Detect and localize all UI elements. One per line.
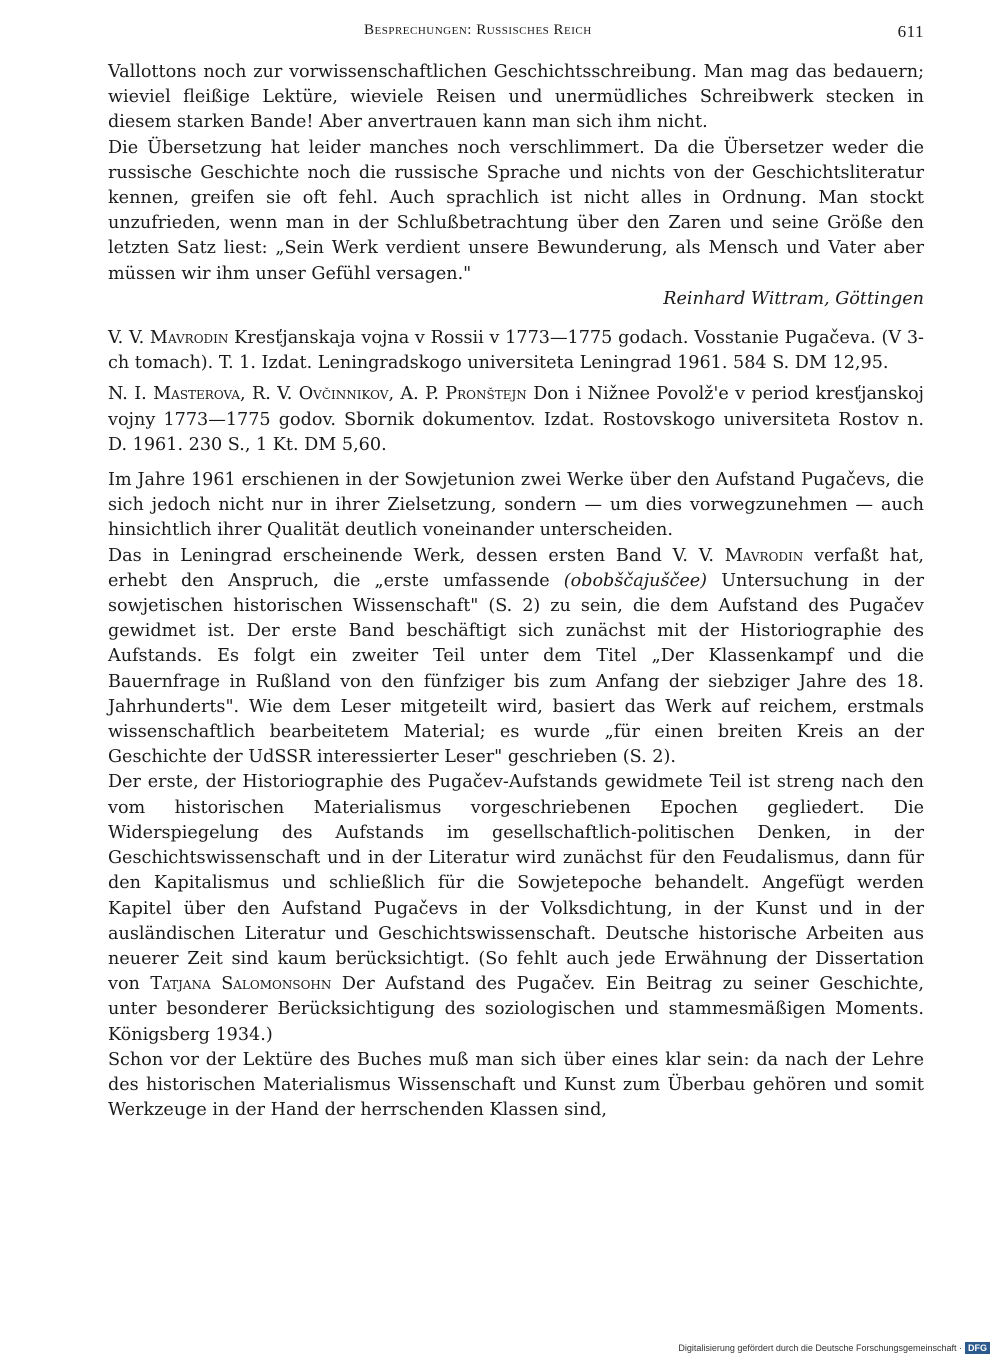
running-header — [108, 22, 924, 46]
book1-citation — [108, 326, 924, 376]
review2-p2-text-c: Untersuchung in der sowjetischen historischen Wissenschaft" (S. 2) zu sein, die dem Aufstand des Pugačev gewidmet ist. Der erste Band beschäftigt sich zunächst mit der Historiographie des Aufstands. Es folgt ein zweiter Teil unter dem Titel „Der Klassenkampf und die Bauernfrage in Rußland von den fünfziger bis zum Anfang der siebziger Jahre des 18. Jahrhunderts". Wie dem Leser mitgeteilt wird, basiert das Werk auf reichem, erstmals wissenschaftlich bearbeitetem Material; es wurde „für einen breiten Kreis an der Geschichte der UdSSR interessierter Leser" geschrieben (S. 2). — [108, 570, 925, 768]
review2-p2-text-b: verfaßt hat, erhebt den Anspruch, die „erste umfassende — [108, 545, 924, 591]
book2-authors: N. I. Masterova, R. V. Ovčinnikov, A. P. Pronštejn — [108, 384, 527, 405]
review2-p2-italic-term: (obobščajuščee) — [563, 570, 708, 591]
page-number: 611 — [897, 22, 924, 41]
book1-author: V. V. Mavrodin — [108, 328, 229, 349]
review2-p3-text-a: Der erste, der Historiographie des Pugačev-Aufstands gewidmete Teil ist streng nach den vom historischen Materialismus vorgeschriebenen Epochen gegliedert. Die Widerspiegelung des Aufstands im gesellschaftlich-politischen Denken, in der Geschichtswissenschaft und in der Literatur wird zunächst für den Feudalismus, dann für den Kapitalismus und schließlich für die Sowjetepoche behandelt. Angefügt werden Kapitel über den Aufstand Pugačevs in der Volksdichtung, in der Kunst und in der ausländischen Literatur und Geschichtswissenschaft. Deutsche historische Arbeiten aus neuerer Zeit sind kaum berücksichtigt. (So fehlt auch jede Erwähnung der Dissertation von — [108, 772, 924, 995]
review2-p3-text-b: Der Aufstand des Pugačev. Ein Beitrag zu seiner Geschichte, unter besonderer Berücksichtigung des soziologischen und stammesmäßigen Moments. Königsberg 1934.) — [108, 974, 924, 1045]
review2-paragraph-1: Im Jahre 1961 erschienen in der Sowjetunion zwei Werke über den Aufstand Pugačevs, die sich jedoch nicht nur in ihrer Zielsetzung, sondern — um dies vorwegzunehmen — auch hinsichtlich ihrer Qualität deutlich voneinander unterscheiden. — [108, 470, 924, 541]
review2-p3-author-name: Tatjana Salomonsohn — [150, 974, 332, 995]
dfg-logo: DFG — [965, 1342, 990, 1354]
footer-credit: Digitalisierung gefördert durch die Deutsche Forschungsgemeinschaft · — [678, 1343, 962, 1353]
book2-details: Don i Nižnee Povolž'e v period kresťjanskoj vojny 1773—1775 godov. Sbornik dokumentov. Izdat. Rostovskogo universiteta Rostov n. D. 1961. 230 S., 1 Kt. DM 5,60. — [108, 384, 925, 455]
book1-details: Kresťjanskaja vojna v Rossii v 1773—1775 godach. Vosstanie Pugačeva. (V 3-ch tomach). T. 1. Izdat. Leningradskogo universiteta Leningrad 1961. 584 S. DM 12,95. — [108, 328, 924, 374]
running-title: Besprechungen: Russisches Reich — [364, 22, 592, 38]
review1-paragraph-2: Die Übersetzung hat leider manches noch verschlimmert. Da die Übersetzer weder die russische Geschichte noch die russische Sprache und nichts von der Geschichtsliteratur kennen, greifen sie oft fehl. Auch sprachlich ist nicht alles in Ordnung. Man stockt unzufrieden, wenn man in der Schlußbetrachtung über den Zaren und seine Größe den letzten Satz liest: „Sein Werk verdient unsere Bewunderung, als Mensch und Vater aber müssen wir ihm unser Gefühl versagen." — [108, 137, 924, 284]
review2-paragraph-3 — [108, 770, 924, 1047]
review2-paragraph-2 — [108, 544, 924, 771]
review2-p2-author-name: Mavrodin — [724, 545, 804, 566]
digitization-footer — [678, 1341, 990, 1355]
reviewer-signature: Reinhard Wittram, Göttingen — [663, 288, 924, 309]
review1-paragraph-1: Vallottons noch zur vorwissenschaftlichen Geschichtsschreibung. Man mag das bedauern; wieviel fleißige Lektüre, wieviele Reisen und unermüdliches Schreibwerk stecken in diesem starken Bande! Aber anvertrauen kann man sich ihm nicht. — [108, 62, 924, 133]
review2-p2-text-a: Das in Leningrad erscheinende Werk, dessen ersten Band V. V. — [108, 545, 725, 566]
review2-paragraph-4: Schon vor der Lektüre des Buches muß man sich über eines klar sein: da nach der Lehre des historischen Materialismus Wissenschaft und Kunst zum Überbau gehören und somit Werkzeuge in der Hand der herrschenden Klassen sind, — [108, 1049, 924, 1121]
page-body — [108, 60, 924, 1123]
book2-citation — [108, 382, 924, 458]
